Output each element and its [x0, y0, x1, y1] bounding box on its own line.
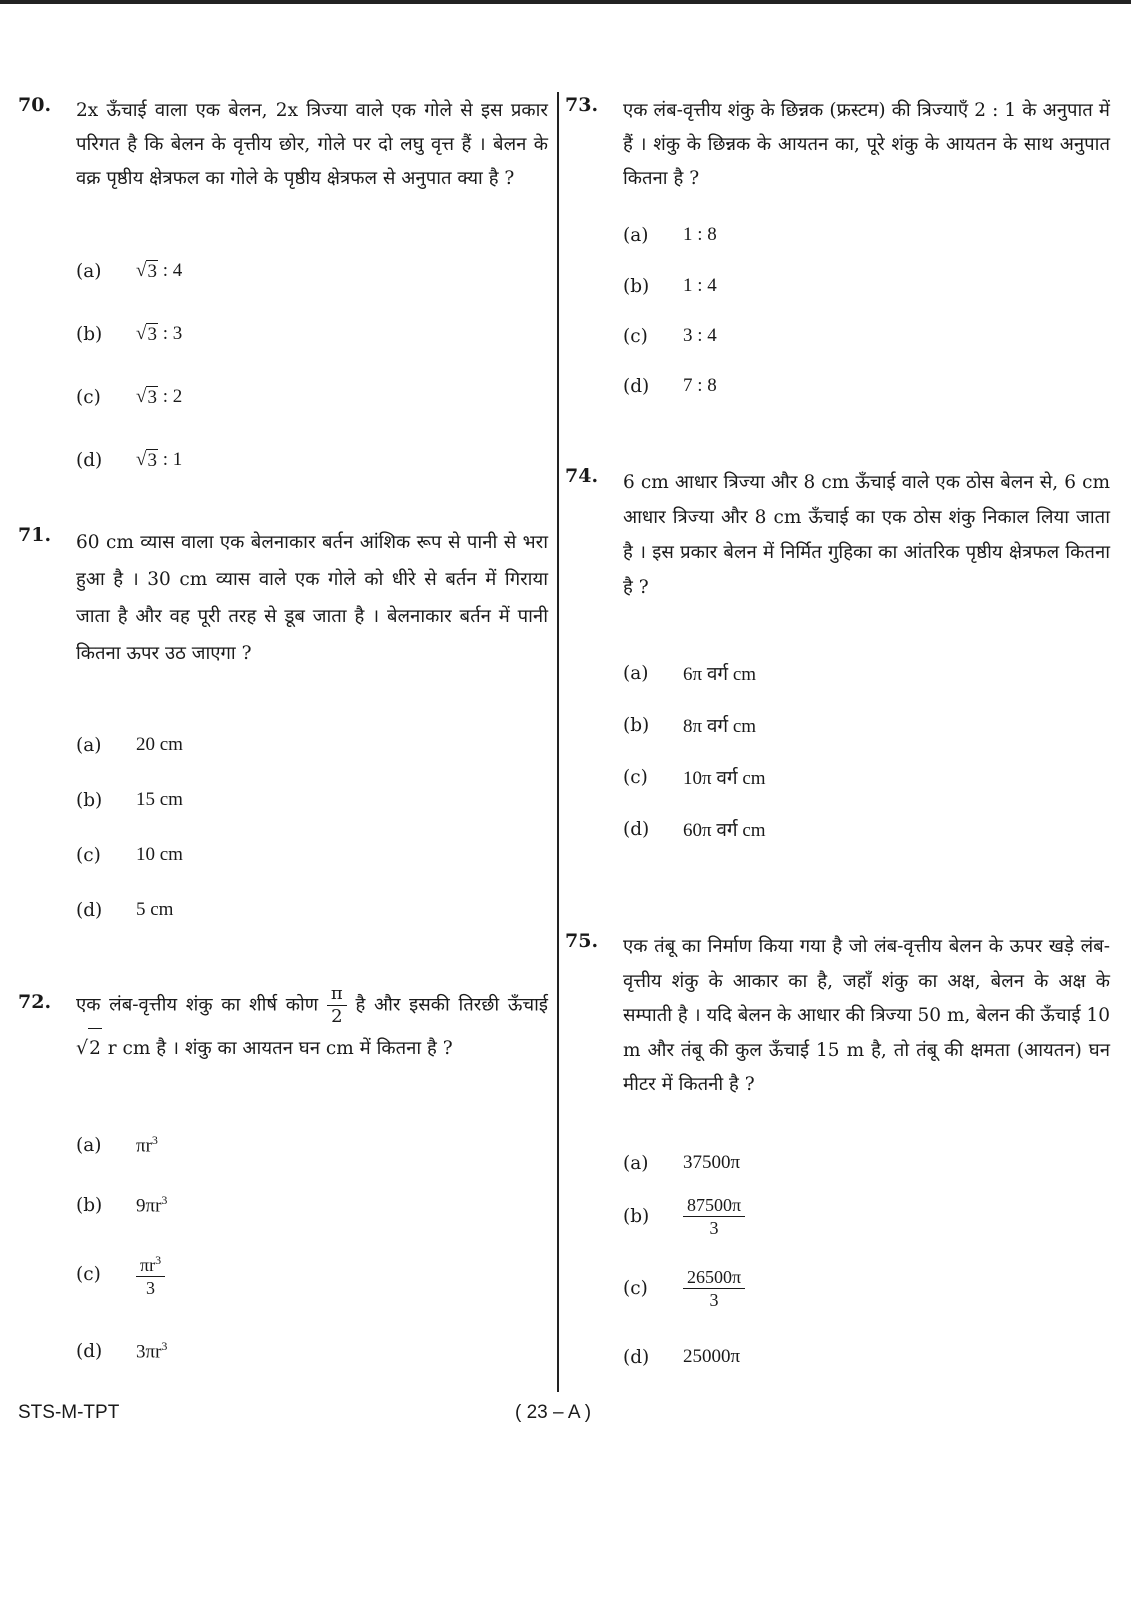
option-value: √ 3 : 1	[136, 449, 183, 471]
option-value: $9\pi r^3$	[136, 1193, 168, 1217]
question-number: 70.	[18, 94, 52, 116]
column-divider	[557, 92, 559, 1392]
question-number: 74.	[565, 465, 599, 487]
question-number: 73.	[565, 94, 599, 116]
angle-fraction: $\frac{\pi}{2}$	[327, 983, 347, 1028]
option-value: $\pi r^3$	[136, 1133, 158, 1157]
option-label: (a)	[76, 734, 102, 756]
option-label: (c)	[76, 387, 101, 408]
option-a	[76, 1133, 158, 1157]
option-c	[623, 764, 766, 790]
option-value: 7 : 8	[683, 375, 717, 396]
option-value: $\frac{87500\pi}{3}$	[683, 1194, 745, 1239]
option-label: (d)	[76, 450, 103, 471]
option-value: 6π वर्ग cm	[683, 664, 757, 685]
question-text: 60 cm व्यास वाला एक बेलनाकार बर्तन आंशिक रूप से पानी से भरा हुआ है । 30 cm व्यास वाले एक गोले को धीरे से बर्तन में गिराया जाता है और वह पूरी तरह से डूब जाता है । बेलनाकार बर्तन में पानी कितना ऊपर उठ जाएगा ?	[76, 532, 548, 664]
question-number: 75.	[565, 930, 599, 952]
option-label: (a)	[623, 1152, 649, 1174]
question-number: 72.	[18, 991, 52, 1013]
option-label: (b)	[76, 789, 103, 811]
option-label: (c)	[76, 844, 101, 866]
option-value: 3 : 4	[683, 325, 717, 346]
option-d	[623, 375, 717, 397]
question-75	[565, 930, 1110, 1368]
question-71	[18, 524, 548, 921]
option-label: (b)	[623, 275, 650, 297]
option-value: 37500π	[683, 1152, 741, 1173]
question-text: एक लंब-वृत्तीय शंकु के छिन्नक (फ्रस्टम) की त्रिज्याएँ 2 : 1 के अनुपात में हैं । शंकु के छिन्नक के आयतन का, पूरे शंकु के आयतन के साथ अनुपात कितना है ?	[623, 100, 1110, 189]
top-rule	[0, 0, 1131, 4]
option-label: (a)	[623, 224, 649, 246]
question-74	[565, 465, 1110, 841]
option-value: 10π वर्ग cm	[683, 768, 766, 789]
question-70	[18, 94, 548, 471]
option-value: 15 cm	[136, 789, 183, 810]
option-value: 60π वर्ग cm	[683, 820, 766, 841]
option-label: (c)	[623, 766, 648, 788]
option-b	[623, 712, 756, 738]
option-b	[623, 275, 717, 297]
footer-page-number: ( 23 – A )	[515, 1402, 592, 1423]
option-label: (a)	[76, 261, 102, 282]
option-d	[76, 899, 173, 921]
question-text: 2x ऊँचाई वाला एक बेलन, 2x त्रिज्या वाले एक गोले से इस प्रकार परिगत है कि बेलन के वृत्तीय छोर, गोले पर दो लघु वृत्त हैं । बेलन के वक्र पृष्ठीय क्षेत्रफल का गोले के पृष्ठीय क्षेत्रफल से अनुपात क्या है ?	[76, 100, 548, 189]
option-label: (c)	[76, 1263, 101, 1285]
option-a	[623, 660, 756, 686]
option-a	[623, 224, 717, 246]
option-value: $\frac{26500\pi}{3}$	[683, 1266, 745, 1311]
option-label: (a)	[76, 1134, 102, 1156]
option-b	[623, 1194, 745, 1239]
option-a	[76, 734, 183, 756]
option-a	[76, 260, 182, 283]
option-a	[623, 1152, 740, 1174]
option-d	[76, 449, 182, 472]
footer-code: STS-M-TPT	[18, 1402, 120, 1423]
option-value: 8π वर्ग cm	[683, 716, 757, 737]
option-label: (d)	[76, 899, 103, 921]
option-c	[76, 844, 183, 866]
option-d	[623, 816, 766, 842]
option-label: (b)	[623, 1206, 650, 1227]
option-b	[76, 323, 182, 346]
option-d	[623, 1346, 740, 1368]
option-d	[76, 1339, 167, 1363]
option-value: √ 3 : 2	[136, 386, 183, 408]
option-label: (d)	[76, 1340, 103, 1362]
option-b	[76, 789, 183, 811]
option-c	[623, 1266, 745, 1311]
question-text: 6 cm आधार त्रिज्या और 8 cm ऊँचाई वाले एक ठोस बेलन से, 6 cm आधार त्रिज्या और 8 cm ऊँचाई का एक ठोस शंकु निकाल लिया जाता है । इस प्रकार बेलन में निर्मित गुहिका का आंतरिक पृष्ठीय क्षेत्रफल कितना है ?	[623, 472, 1110, 598]
option-value: 10 cm	[136, 844, 183, 865]
slant-radical: √ 2	[76, 1028, 102, 1069]
question-number: 71.	[18, 524, 52, 546]
option-label: (d)	[623, 375, 650, 397]
option-value: 25000π	[683, 1346, 741, 1367]
option-value: 20 cm	[136, 734, 183, 755]
option-value: √ 3 : 4	[136, 260, 183, 282]
option-value: √ 3 : 3	[136, 323, 183, 345]
option-label: (d)	[623, 818, 650, 840]
option-label: (a)	[623, 662, 649, 684]
option-label: (b)	[76, 1194, 103, 1216]
option-value: 1 : 4	[683, 275, 717, 296]
question-73	[565, 94, 1110, 397]
option-value: 5 cm	[136, 899, 174, 920]
question-text: एक लंब-वृत्तीय शंकु का शीर्ष कोण $\frac{\pi}{2}$ है और इसकी तिरछी ऊँचाई √ 2 r cm है । शंकु का आयतन घन cm में कितना है ?	[76, 983, 548, 1069]
option-label: (b)	[76, 324, 103, 345]
option-value: 1 : 8	[683, 224, 717, 245]
question-72	[18, 983, 548, 1363]
option-label: (b)	[623, 714, 650, 736]
option-c	[76, 1249, 165, 1299]
option-b	[76, 1193, 167, 1217]
option-label: (c)	[623, 325, 648, 347]
option-c	[76, 386, 182, 409]
option-label: (c)	[623, 1278, 648, 1299]
option-c	[623, 325, 717, 347]
option-label: (d)	[623, 1346, 650, 1368]
option-value: $\frac{\pi r^3}{3}$	[136, 1249, 165, 1299]
question-text: एक तंबू का निर्माण किया गया है जो लंब-वृत्तीय बेलन के ऊपर खड़े लंब-वृत्तीय शंकु के आकार का है, जहाँ शंकु का अक्ष, बेलन के अक्ष के सम्पाती है । यदि बेलन के आधार की त्रिज्या 50 m, बेलन की ऊँचाई 10 m और तंबू की कुल ऊँचाई 15 m है, तो तंबू की क्षमता (आयतन) घन मीटर में कितनी है ?	[623, 936, 1110, 1095]
option-value: $3\pi r^3$	[136, 1339, 168, 1363]
